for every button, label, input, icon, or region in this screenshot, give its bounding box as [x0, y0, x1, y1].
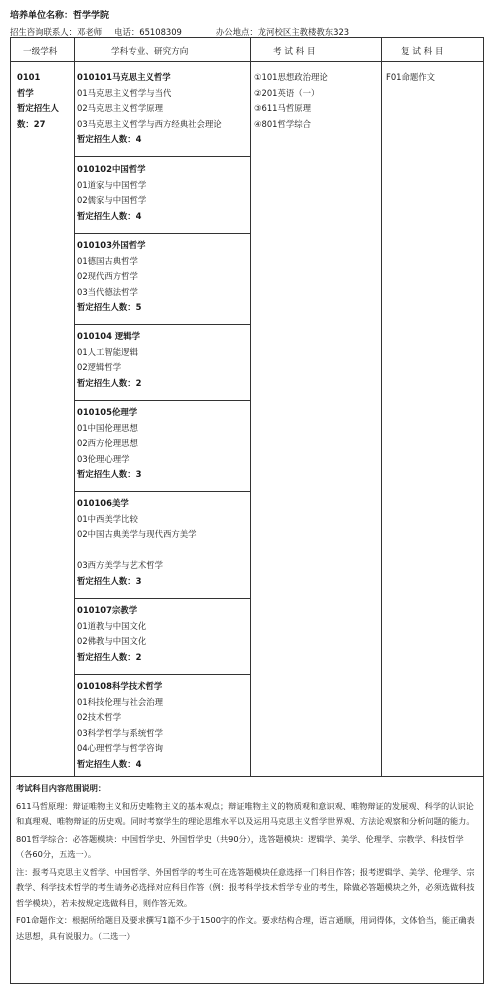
major-title: 010102中国哲学: [77, 164, 146, 174]
grid-line: [11, 61, 483, 62]
direction-item: 02佛教与中国文化: [77, 636, 147, 646]
notes-paragraph: 注：报考马克思主义哲学、中国哲学、外国哲学的考生可在选答题模块任意选择一门科目作答；报考逻辑学、美学、伦理学、宗教学、科学技术哲学的考生请务必选择对应科目作答（例：报考科学技术哲学专业的考生，除做必答题模块之外，必须选做科技哲学模块），若未按规定选做科目，则作答无效。: [16, 866, 475, 908]
grid-line: [250, 38, 251, 776]
major-quota: 暂定招生人数：3: [77, 575, 142, 586]
grid-line: [74, 324, 250, 325]
grid-line: [74, 491, 250, 492]
major-block: [77, 329, 141, 391]
exam-notes: [16, 781, 478, 946]
col-header-major: 学科专业、研究方向: [111, 47, 189, 57]
grid-line: [74, 674, 250, 675]
direction-spacer: [77, 543, 197, 559]
discipline-cell: [17, 70, 59, 132]
retest-subject-item: F01命题作文: [386, 72, 435, 82]
major-block: [77, 162, 146, 224]
direction-item: 03当代德法哲学: [77, 286, 138, 297]
major-quota: 暂定招生人数：3: [77, 469, 142, 479]
contact-phone: 电话：65108309: [114, 27, 182, 37]
direction-item: 01科技伦理与社会治理: [77, 696, 164, 707]
direction-item: 01德国古典哲学: [77, 255, 138, 266]
office-location: 办公地点：龙河校区主教楼教东323: [215, 27, 350, 37]
major-title: 010104 逻辑学: [77, 331, 141, 341]
direction-item: 02逻辑哲学: [77, 362, 122, 372]
unit-name: 培养单位名称：哲学学院: [10, 11, 110, 21]
grid-line: [11, 776, 483, 777]
major-title: 010101马克思主义哲学: [77, 72, 171, 82]
major-block: [77, 496, 197, 589]
major-block: [77, 238, 145, 316]
notes-paragraph: 611马哲原理：辩证唯物主义和历史唯物主义的基本观点；辩证唯物主义的物质观和意识观、唯物辩证的发展观、科学的认识论和真理观、唯物辩证的历史观。同时考察学生的理论思维水平以及运用马克思主义哲学世界观、方法论观察和分析问题的能力。: [16, 800, 475, 826]
major-block: [77, 405, 141, 483]
major-quota: 暂定招生人数：5: [77, 302, 142, 312]
grid-line: [381, 38, 382, 776]
major-block: [77, 70, 222, 148]
direction-item: 01中国伦理思想: [77, 422, 138, 433]
major-quota: 暂定招生人数：2: [77, 377, 142, 388]
major-title: 010106美学: [77, 498, 129, 508]
exam-subject-item: ④801哲学综合: [254, 118, 311, 129]
discipline-quota: 暂定招生人: [17, 103, 59, 113]
direction-item: 02技术哲学: [77, 712, 122, 722]
notes-heading: 考试科目内容范围说明：: [16, 783, 107, 793]
major-title: 010103外国哲学: [77, 240, 146, 250]
direction-item: 02西方伦理思想: [77, 438, 138, 448]
discipline-code: 0101: [17, 72, 41, 82]
major-quota: 暂定招生人数：4: [77, 210, 142, 221]
major-quota: 暂定招生人数：4: [77, 134, 142, 144]
major-title: 010105伦理学: [77, 407, 138, 417]
direction-item: 03伦理心理学: [77, 453, 130, 464]
exam-subject-item: ①101思想政治理论: [254, 72, 328, 82]
notes-paragraph: 801哲学综合：必答题模块：中国哲学史、外国哲学史（共90分），选答题模块：逻辑学、美学、伦理学、宗教学、科技哲学（各60分，五选一）。: [16, 833, 464, 859]
direction-item: 01人工智能逻辑: [77, 346, 138, 357]
discipline-name: 哲学: [17, 87, 34, 98]
notes-paragraph: F01命题作文：根据所给题目及要求撰写1篇不少于1500字的作文。要求结构合理，语言通顺，用词得体，文体恰当，能正确表达思想，具有说服力。（二选一）: [16, 915, 475, 941]
direction-item: 01道家与中国哲学: [77, 179, 147, 190]
direction-item: 03西方美学与艺术哲学: [77, 560, 164, 570]
direction-item: 01中西美学比较: [77, 513, 138, 524]
exam-subjects: [254, 70, 328, 132]
direction-item: 02马克思主义哲学原理: [77, 103, 164, 113]
retest-subjects: [386, 70, 435, 86]
major-title: 010108科学技术哲学: [77, 681, 163, 691]
direction-item: 02儒家与中国哲学: [77, 195, 147, 205]
grid-line: [74, 38, 75, 776]
major-block: [77, 679, 163, 772]
discipline-quota-value: 数：27: [17, 118, 46, 129]
major-quota: 暂定招生人数：4: [77, 758, 142, 769]
grid-line: [74, 233, 250, 234]
contact-person: 招生咨询联系人：邓老师: [10, 27, 103, 37]
exam-subject-item: ②201英语（一）: [254, 87, 320, 98]
direction-item: 01道教与中国文化: [77, 620, 147, 631]
direction-item: 01马克思主义哲学与当代: [77, 87, 172, 98]
col-header-retest: 复 试 科 目: [401, 47, 444, 57]
direction-item: 03科学哲学与系统哲学: [77, 727, 164, 738]
grid-line: [74, 598, 250, 599]
direction-item: 04心理哲学与哲学咨询: [77, 743, 164, 753]
grid-line: [74, 400, 250, 401]
col-header-discipline: 一级学科: [23, 47, 58, 57]
direction-item: 02中国古典美学与现代西方美学: [77, 529, 197, 539]
major-title: 010107宗教学: [77, 605, 138, 615]
major-quota: 暂定招生人数：2: [77, 651, 142, 662]
grid-line: [74, 156, 250, 157]
major-block: [77, 603, 146, 665]
direction-item: 03马克思主义哲学与西方经典社会理论: [77, 118, 222, 129]
direction-item: 02现代西方哲学: [77, 271, 138, 281]
admissions-table: [10, 37, 484, 984]
col-header-exam: 考 试 科 目: [273, 47, 316, 57]
exam-subject-item: ③611马哲原理: [254, 103, 311, 113]
